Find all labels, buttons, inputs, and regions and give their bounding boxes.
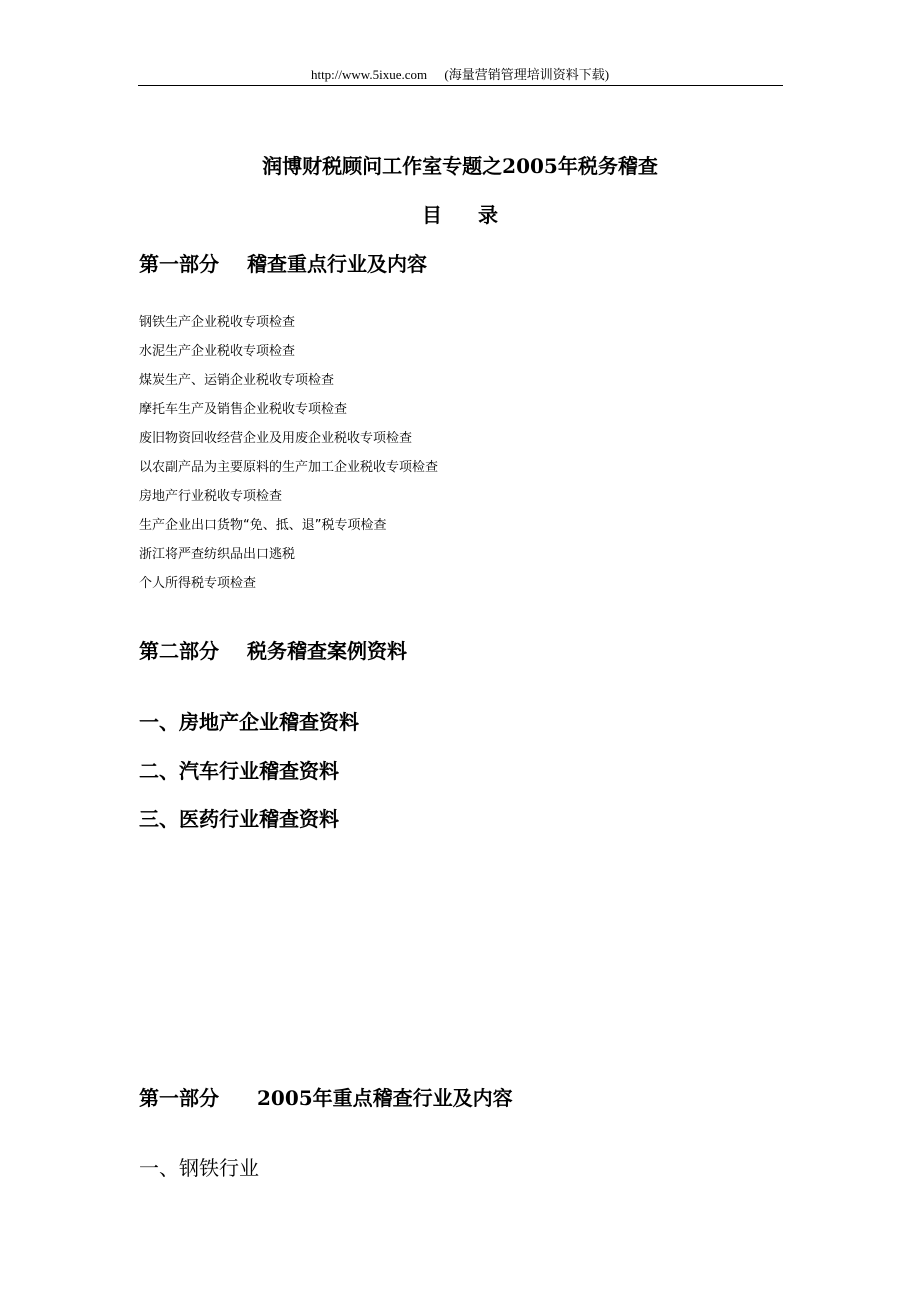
body-section-title: 2005年重点稽查行业及内容	[257, 1086, 513, 1110]
part1-item: 以农副产品为主要原料的生产加工企业税收专项检查	[139, 460, 439, 475]
part2-label: 第二部分	[139, 639, 219, 663]
part1-item: 钢铁生产企业税收专项检查	[139, 315, 296, 330]
header-divider	[138, 85, 783, 86]
body-section-heading	[139, 1082, 513, 1111]
part2-item: 二、汽车行业稽查资料	[139, 759, 339, 783]
part1-item: 废旧物资回收经营企业及用废企业税收专项检查	[139, 431, 413, 446]
part1-item: 房地产行业税收专项检查	[139, 489, 283, 504]
page-header	[0, 64, 920, 83]
part1-item: 水泥生产企业税收专项检查	[139, 344, 296, 359]
toc-title: 目录	[422, 203, 534, 227]
header-note: (海量营销管理培训资料下载)	[444, 67, 610, 82]
part1-heading	[139, 248, 427, 277]
part1-item: 生产企业出口货物“免、抵、退”税专项检查	[139, 518, 387, 533]
document-title: 润博财税顾问工作室专题之2005年税务稽查	[262, 154, 658, 178]
header-url[interactable]: http://www.5ixue.com	[310, 67, 428, 82]
part2-title: 税务稽查案例资料	[247, 639, 407, 663]
part1-title: 稽查重点行业及内容	[247, 252, 427, 276]
part2-item: 三、医药行业稽查资料	[139, 807, 339, 831]
part1-item: 个人所得税专项检查	[139, 576, 257, 591]
part2-item: 一、房地产企业稽查资料	[139, 710, 359, 734]
part1-label: 第一部分	[139, 252, 219, 276]
part1-item: 摩托车生产及销售企业税收专项检查	[139, 402, 348, 417]
body-section-label: 第一部分	[139, 1086, 219, 1110]
body-first-item: 一、钢铁行业	[139, 1156, 259, 1180]
part1-item: 煤炭生产、运销企业税收专项检查	[139, 373, 335, 388]
part1-item: 浙江将严查纺织品出口逃税	[139, 547, 296, 562]
part2-heading	[139, 635, 407, 664]
